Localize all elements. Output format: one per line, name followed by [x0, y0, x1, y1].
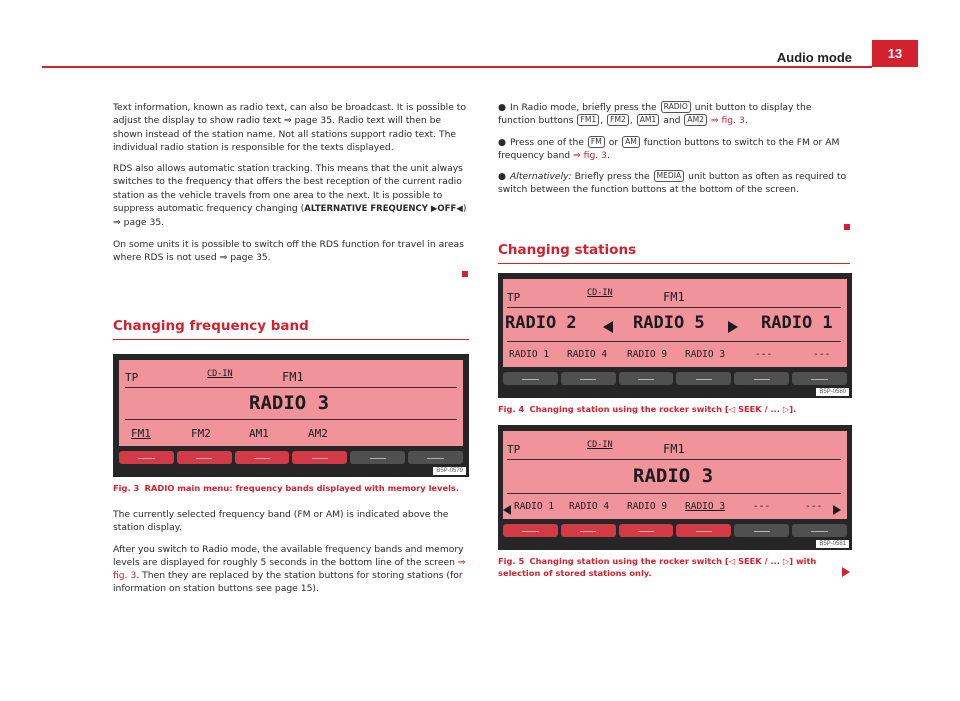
figure-5-radio-display [498, 425, 852, 550]
function-key-6[interactable] [792, 372, 847, 385]
function-key-5[interactable] [734, 372, 789, 385]
band-option-am1: AM1 [249, 427, 269, 440]
page-number: 13 [872, 40, 918, 67]
seek-left-icon [503, 499, 511, 518]
left-column [113, 101, 469, 272]
radio-screen [119, 360, 463, 446]
screen-divider-top [125, 387, 457, 388]
cd-in-indicator: CD-IN [587, 440, 613, 450]
cd-in-indicator: CD-IN [207, 369, 233, 379]
key-radio: RADIO [661, 101, 691, 113]
function-key-6[interactable] [792, 524, 847, 537]
paragraph-radio-text: Text information, known as radio text, can also be broadcast. It is possible to adjust the display to show radio text ⇒ page 35. Radio text will then be shown instead of the station name. Not all stations support radio text. The individual radio station is responsible for the texts displayed. [113, 102, 467, 153]
function-key-4[interactable] [676, 524, 731, 537]
figure-4-caption: Fig. 4 Changing station using the rocker switch [◁ SEEK / ... ▷]. [498, 404, 797, 414]
screen-divider-bottom [507, 493, 841, 494]
key-am: AM [622, 136, 640, 148]
function-key-2[interactable] [561, 372, 616, 385]
continue-arrow-icon [842, 567, 850, 577]
key-fm1: FM1 [577, 114, 599, 126]
preset-2: RADIO 4 [567, 349, 608, 360]
key-fm: FM [588, 136, 605, 148]
right-column [498, 101, 850, 205]
preset-4-selected: RADIO 3 [685, 501, 726, 512]
figure-4-radio-display [498, 273, 852, 398]
paragraph-band-indicated: The currently selected frequency band (FM or AM) is indicated above the station display. [113, 509, 449, 534]
radio-screen-fig5 [503, 431, 847, 519]
link-fig-3-b1[interactable]: ⇒ fig. 3 [710, 115, 745, 127]
bullet-fm-am: ● Press one of the FM or AM function buttons to switch to the FM or AM frequency band ⇒ fig. 3. [498, 136, 840, 161]
figure-5-caption: Fig. 5 Changing station using the rocker switch [◁ SEEK / ... ▷] with selection of stored stations only. [498, 556, 817, 578]
function-keys [503, 524, 847, 537]
section-end-mark [462, 271, 468, 277]
paragraph-rds: RDS also allows automatic station tracking. This means that the unit always switches to the frequency that offers the best reception of the current radio station as the vehicle travels from one area to the next. It is possible to suppress automatic frequency changing (ALTERNATIVE FREQUENCY ▶OFF◀) ⇒ page 35. [113, 163, 467, 229]
tp-indicator: TP [125, 371, 139, 384]
figure-id: B5P-0579 [433, 467, 466, 475]
figure-id: B5P-0580 [816, 388, 849, 396]
section-end-mark-right [844, 224, 850, 230]
function-key-1[interactable] [503, 372, 558, 385]
key-am2: AM2 [684, 114, 707, 126]
function-key-3[interactable] [235, 451, 290, 464]
function-key-6[interactable] [408, 451, 463, 464]
left-column-lower [113, 508, 469, 604]
cd-in-indicator: CD-IN [587, 288, 613, 298]
function-key-2[interactable] [561, 524, 616, 537]
band-option-am2: AM2 [308, 427, 328, 440]
station-name: RADIO 3 [249, 392, 330, 414]
heading-changing-frequency-band: Changing frequency band [113, 318, 309, 334]
band-indicator: FM1 [663, 442, 685, 456]
preset-3: RADIO 9 [627, 501, 668, 512]
screen-divider-top [507, 307, 841, 308]
function-key-1[interactable] [119, 451, 174, 464]
seek-left-icon [603, 316, 613, 335]
paragraph-rds-off: On some units it is possible to switch off the RDS function for travel in areas where RDS is not used ⇒ page 35. [113, 238, 464, 263]
preset-1: RADIO 1 [514, 501, 555, 512]
function-key-3[interactable] [619, 372, 674, 385]
tp-indicator: TP [507, 443, 521, 456]
tp-indicator: TP [507, 291, 521, 304]
band-option-fm2: FM2 [191, 427, 211, 440]
paragraph-after-switch: After you switch to Radio mode, the available frequency bands and memory levels are displayed for roughly 5 seconds in the bottom line of the screen ⇒ fig. 3. Then they are replaced by the station buttons for storing stations (for information on station buttons see page 15). [113, 543, 466, 595]
preset-2: RADIO 4 [569, 501, 610, 512]
function-key-4[interactable] [676, 372, 731, 385]
station-prev: RADIO 2 [505, 313, 577, 333]
link-fig-3-b2[interactable]: ⇒ fig. 3 [573, 149, 607, 161]
setting-alt-frequency: ALTERNATIVE FREQUENCY ▶OFF◀ [304, 204, 463, 215]
preset-4: RADIO 3 [685, 349, 726, 360]
function-key-2[interactable] [177, 451, 232, 464]
function-key-5[interactable] [350, 451, 405, 464]
header-rule [42, 66, 872, 68]
preset-1: RADIO 1 [509, 349, 550, 360]
link-fig-3[interactable]: ⇒ fig. 3 [113, 556, 466, 582]
function-key-1[interactable] [503, 524, 558, 537]
function-key-3[interactable] [619, 524, 674, 537]
figure-id: B5P-0581 [816, 540, 849, 548]
preset-6: --- [805, 501, 823, 512]
station-current: RADIO 5 [633, 313, 705, 333]
function-keys [503, 372, 847, 385]
bullet-radio-button: ● In Radio mode, briefly press the RADIO unit button to display the function buttons FM1 , FM2 , AM1 and AM2 ⇒ fig. 3. [498, 102, 812, 127]
heading-rule [113, 339, 469, 340]
function-key-5[interactable] [734, 524, 789, 537]
radio-screen-fig4 [503, 279, 847, 367]
key-am1: AM1 [637, 114, 660, 126]
heading-rule-right [498, 263, 850, 264]
station-name: RADIO 3 [633, 465, 714, 487]
key-media: MEDIA [654, 170, 685, 182]
screen-divider-bottom [125, 419, 457, 420]
seek-right-icon [833, 499, 841, 518]
preset-5: --- [755, 349, 773, 360]
band-indicator: FM1 [663, 290, 685, 304]
figure-3-radio-display [113, 354, 469, 477]
band-indicator: FM1 [282, 370, 304, 384]
function-key-4[interactable] [292, 451, 347, 464]
screen-divider-bottom [507, 341, 841, 342]
preset-5: --- [753, 501, 771, 512]
key-fm2: FM2 [607, 114, 629, 126]
screen-divider-top [507, 459, 841, 460]
figure-3-caption: Fig. 3 RADIO main menu: frequency bands displayed with memory levels. [113, 483, 460, 493]
preset-6: --- [813, 349, 831, 360]
seek-right-icon [728, 316, 738, 335]
function-keys [119, 451, 463, 464]
heading-changing-stations: Changing stations [498, 242, 637, 258]
preset-3: RADIO 9 [627, 349, 668, 360]
station-next: RADIO 1 [761, 313, 833, 333]
band-option-fm1: FM1 [131, 427, 151, 440]
bullet-media-button: ● Alternatively: Briefly press the MEDIA unit button as often as required to switch between the function buttons at the bottom of the screen. [498, 171, 847, 196]
section-title: Audio mode [776, 50, 852, 65]
